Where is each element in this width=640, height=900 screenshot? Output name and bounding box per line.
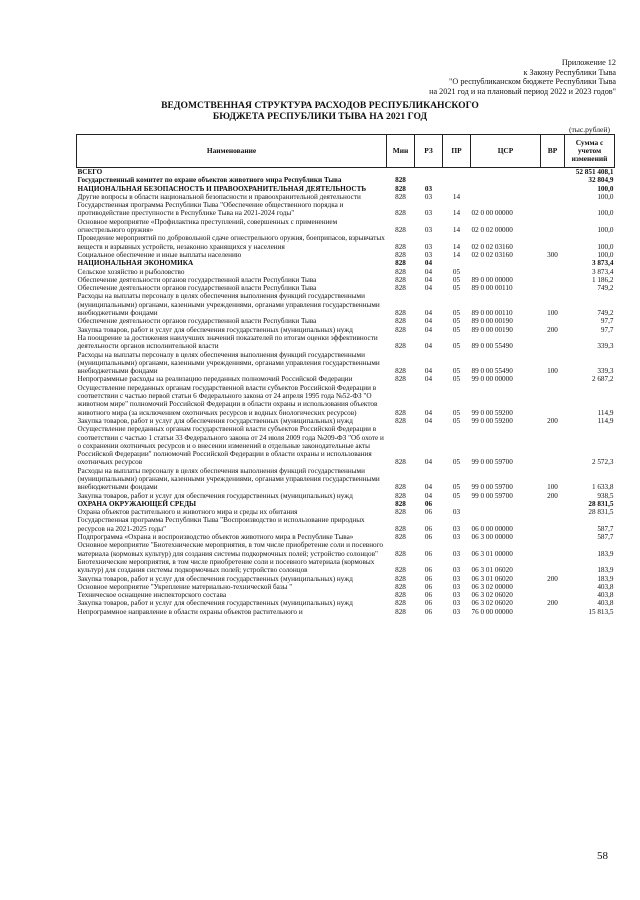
cell-rz: 06 [424,549,433,558]
cell-rz: 04 [424,284,433,293]
cell-csr [471,193,541,201]
cell-rz: 04 [424,267,433,276]
appendix-header [429,58,616,96]
cell-rz: 04 [424,408,433,417]
cell-pr: 03 [452,607,461,616]
cell-sum: 114,9 [597,408,614,417]
cell-rz: 04 [424,458,433,467]
cell-rz: 06 [424,591,433,600]
cell-name: Закупка товаров, работ и услуг для обеспечения государственных (муниципальных) нужд [77,491,353,500]
table-row [77,575,615,583]
cell-name: Сельское хозяйство и рыболовство [77,267,185,276]
col-header-min: Мин [387,135,415,168]
cell-name: ОХРАНА ОКРУЖАЮЩЕЙ СРЕДЫ [77,499,197,508]
cell-vr [541,259,565,267]
cell-sum: 100,0 [597,250,614,259]
cell-name: Социальное обеспечение и иные выплаты населению [77,250,242,259]
cell-rz: 04 [424,367,433,376]
cell-vr: 300 [547,250,558,259]
appendix-line-4: на 2021 год и на плановый период 2022 и 2023 годов" [429,86,616,96]
cell-vr [541,168,565,177]
cell-name: Осуществление переданных органам государственной власти субъектов Российской Федерации в соответствии с частью 1 статьи 33 Федерального закона от 24 июля 2009 года №209-ФЗ "Об охоте и о сохранении охотничьих ресурсов и о внесении изменений в отдельные законодательные акты Российской Федерации" полномочий Российской Федерации в области охраны и использования охотничьих ресурсов [77,425,384,467]
table-row [77,251,615,259]
table-row [77,467,615,492]
appendix-line-2: к Закону Республики Тыва [523,67,616,77]
cell-name: Расходы на выплаты персоналу в целях обеспечения выполнения функций государственными (муниципальными) органами, казенными учреждениями, органами управления государственными внебюджетными фондами [77,292,380,318]
cell-rz: 06 [424,599,433,608]
table-row [77,508,615,516]
cell-sum: 183,9 [597,549,614,558]
cell-pr [443,259,471,267]
cell-min: 828 [395,250,406,259]
cell-rz: 06 [424,574,433,583]
cell-pr [443,168,471,177]
cell-vr [541,218,565,235]
table-row [77,591,615,599]
cell-sum: 15 813,5 [588,607,614,616]
cell-csr [471,259,541,267]
cell-vr [541,284,565,292]
cell-sum: 2 572,3 [591,458,614,467]
cell-csr: 06 3 01 00000 [471,549,513,558]
cell-pr: 05 [452,483,461,492]
cell-pr: 03 [452,599,461,608]
cell-pr [443,500,471,508]
col-header-sum: Сумма с учетом изменений [565,135,615,168]
cell-min: 828 [395,491,406,500]
cell-rz: 03 [424,184,433,193]
cell-pr: 05 [452,375,461,384]
table-header-row [77,135,615,168]
cell-pr: 03 [452,566,461,575]
cell-min: 828 [395,176,406,185]
cell-pr: 14 [452,250,461,259]
title-line-1: ВЕДОМСТВЕННАЯ СТРУКТУРА РАСХОДОВ РЕСПУБЛИКАНСКОГО [161,100,479,111]
cell-pr: 05 [452,342,461,351]
title-line-2: БЮДЖЕТА РЕСПУБЛИКИ ТЫВА НА 2021 ГОД [212,111,428,122]
table-row [77,608,615,616]
cell-vr [541,276,565,284]
cell-rz: 04 [424,325,433,334]
cell-rz: 06 [424,607,433,616]
cell-min [387,168,415,177]
cell-min: 828 [395,582,406,591]
cell-min: 828 [395,483,406,492]
cell-sum: 749,2 [597,309,614,318]
cell-csr [471,185,541,193]
cell-csr: 02 0 02 03160 [471,242,513,251]
table-row [77,234,615,251]
cell-sum: 3 873,4 [591,259,614,268]
cell-name: Государственная программа Республики Тыва "Воспроизводство и использование природных ресурсов на 2021-2025 годы" [77,516,365,533]
cell-min: 828 [395,325,406,334]
cell-min: 828 [395,259,406,268]
cell-rz: 04 [424,416,433,425]
cell-vr [541,317,565,325]
cell-sum: 587,7 [597,524,614,533]
cell-pr: 03 [452,574,461,583]
col-header-pr: ПР [443,135,471,168]
cell-sum: 183,9 [597,574,614,583]
cell-min: 828 [395,367,406,376]
cell-csr: 76 0 00 00000 [471,607,513,616]
table-row [77,259,615,267]
cell-pr: 05 [452,458,461,467]
cell-pr [443,176,471,184]
cell-name: Государственная программа Республики Тыва "Обеспечение общественного порядка и противодействие преступности в Республике Тыва на 2021-2024 годы" [77,201,344,218]
table-row [77,185,615,193]
cell-pr: 05 [452,309,461,318]
cell-min: 828 [395,309,406,318]
cell-csr: 06 0 00 00000 [471,524,513,533]
cell-csr: 99 0 00 59200 [471,408,513,417]
table-row [77,317,615,325]
cell-min: 828 [395,533,406,542]
cell-name: Проведение мероприятий по добровольной сдаче огнестрельного оружия, боеприпасов, взрывчатых веществ и взрывных устройств, незаконно хранящихся у населения [77,234,385,251]
cell-sum: 28 831,5 [588,508,614,517]
cell-csr: 06 3 01 06020 [471,574,513,583]
cell-pr: 05 [452,325,461,334]
cell-min: 828 [395,499,406,508]
cell-pr: 03 [452,549,461,558]
appendix-line-1: Приложение 12 [561,58,616,67]
cell-vr [541,516,565,533]
cell-pr: 03 [452,591,461,600]
cell-vr: 200 [547,491,558,500]
cell-sum: 403,8 [597,599,614,608]
col-header-csr: ЦСР [471,135,541,168]
cell-name: Закупка товаров, работ и услуг для обеспечения государственных (муниципальных) нужд [77,325,353,334]
cell-min: 828 [395,574,406,583]
cell-name: Непрограммные расходы на реализацию переданных полномочий Российской Федерации [77,375,353,384]
expenditure-table [76,134,615,616]
cell-rz: 04 [424,375,433,384]
cell-name: Основное мероприятие "Биотехнические мероприятия, в том числе приобретение соли и посевного материала (кормовых культур) для создания системы подкормочных полей; устройство солонцов" [77,541,384,558]
cell-rz: 03 [424,226,433,235]
cell-name: Основное мероприятие "Укрепление материально-технической базы " [77,582,293,591]
cell-name: Расходы на выплаты персоналу в целях обеспечения выполнения функций государственными (муниципальными) органами, казенными учреждениями, органами управления государственными внебюджетными фондами [77,466,380,492]
cell-rz: 04 [424,259,433,268]
units-label: (тыс.рублей) [568,125,610,134]
table-row [77,284,615,292]
cell-csr: 89 0 00 00110 [471,284,513,293]
cell-min: 828 [395,508,406,517]
table-row [77,168,615,177]
cell-name: Другие вопросы в области национальной безопасности и правоохранительной деятельности [77,192,361,201]
cell-csr: 02 0 00 00000 [471,209,513,218]
cell-name: Основное мероприятие «Профилактика преступлений, совершенных с применением огнестрельного оружия» [77,217,338,235]
page-number: 58 [597,850,608,862]
cell-vr: 200 [547,599,558,608]
cell-pr: 14 [452,242,461,251]
table-row [77,375,615,383]
cell-pr [443,185,471,193]
cell-pr: 14 [452,192,461,201]
cell-pr: 03 [452,582,461,591]
table-row [77,384,615,417]
cell-vr [541,375,565,383]
table-row [77,533,615,541]
table-row [77,292,615,317]
table-row [77,201,615,218]
cell-rz: 03 [424,192,433,201]
cell-csr: 06 3 02 06020 [471,599,513,608]
table-row [77,558,615,575]
cell-name: Непрограммное направление в области охраны объектов растительного и [77,607,303,616]
cell-name: ВСЕГО [77,168,387,177]
cell-min: 828 [395,242,406,251]
cell-pr: 05 [452,367,461,376]
cell-sum: 97,7 [600,317,614,326]
document-title [0,100,640,122]
cell-csr: 89 0 00 00190 [471,317,513,326]
table-row [77,492,615,500]
cell-vr [541,583,565,591]
cell-rz: 03 [424,250,433,259]
cell-rz: 06 [424,508,433,517]
cell-vr: 100 [547,483,558,492]
cell-sum: 100,0 [597,192,614,201]
cell-name: Подпрограмма «Охрана и воспроизводство объектов животного мира в Республике Тыва» [77,533,354,542]
cell-csr: 06 3 02 00000 [471,582,513,591]
col-header-vr: ВР [541,135,565,168]
col-header-rz: РЗ [415,135,443,168]
cell-vr [541,268,565,276]
table-row [77,599,615,607]
cell-vr [541,193,565,201]
cell-csr: 89 0 00 55490 [471,367,513,376]
cell-sum: 339,3 [597,367,614,376]
table-row [77,417,615,425]
cell-csr: 02 0 02 03160 [471,250,513,259]
cell-rz: 04 [424,483,433,492]
cell-vr [541,384,565,417]
cell-pr: 05 [452,416,461,425]
cell-sum: 183,9 [597,566,614,575]
cell-pr: 05 [452,275,461,284]
cell-csr: 89 0 00 55490 [471,342,513,351]
cell-min: 828 [395,549,406,558]
cell-csr: 99 0 00 59700 [471,491,513,500]
cell-min: 828 [395,566,406,575]
table-row [77,583,615,591]
table-row [77,218,615,235]
cell-name: Закупка товаров, работ и услуг для обеспечения государственных (муниципальных) нужд [77,416,353,425]
cell-csr: 06 3 00 00000 [471,533,513,542]
cell-csr: 99 0 00 59700 [471,483,513,492]
cell-min: 828 [395,591,406,600]
cell-name: Биотехнические мероприятия, в том числе приобретение соли и посевного материала (кормовых культур) для создания системы подкормочных полей; устройство солонцов [77,557,375,575]
cell-min: 828 [395,599,406,608]
cell-vr [541,425,565,466]
cell-sum: 749,2 [597,284,614,293]
cell-csr: 99 0 00 00000 [471,375,513,384]
cell-sum: 32 804,9 [588,176,614,185]
cell-pr: 05 [452,267,461,276]
cell-min: 828 [395,192,406,201]
cell-name: Закупка товаров, работ и услуг для обеспечения государственных (муниципальных) нужд [77,574,353,583]
cell-sum: 938,5 [597,491,614,500]
cell-min: 828 [395,524,406,533]
cell-csr [471,176,541,184]
cell-pr: 14 [452,209,461,218]
cell-name: На поощрение за достижения наилучших значений показателей по итогам оценки эффективности деятельности органов исполнительной власти [77,333,378,351]
table-row [77,193,615,201]
cell-vr: 100 [547,367,558,376]
cell-sum: 1 633,8 [591,483,614,492]
cell-sum: 97,7 [600,325,614,334]
cell-vr: 200 [547,574,558,583]
cell-sum: 100,0 [597,209,614,218]
cell-pr: 05 [452,491,461,500]
cell-csr: 89 0 00 00190 [471,325,513,334]
cell-vr [541,508,565,516]
table-row [77,334,615,351]
cell-min: 828 [395,408,406,417]
cell-name: Обеспечение деятельности органов государственной власти Республики Тыва [77,275,317,284]
cell-pr: 05 [452,408,461,417]
cell-csr: 06 3 02 06020 [471,591,513,600]
cell-csr: 89 0 00 00110 [471,309,513,318]
cell-min: 828 [395,209,406,218]
cell-csr: 99 0 00 59200 [471,416,513,425]
cell-name: НАЦИОНАЛЬНАЯ БЕЗОПАСНОСТЬ И ПРАВООХРАНИТЕЛЬНАЯ ДЕЯТЕЛЬНОСТЬ [77,184,367,193]
cell-csr: 99 0 00 59700 [471,458,513,467]
table-row [77,176,615,184]
cell-vr [541,201,565,218]
cell-name: Охрана объектов растительного и животного мира и среды их обитания [77,508,298,517]
table-row [77,351,615,376]
cell-rz [415,176,443,184]
cell-pr: 03 [452,508,461,517]
table-row [77,326,615,334]
cell-vr [541,533,565,541]
cell-rz: 04 [424,317,433,326]
cell-rz: 04 [424,491,433,500]
cell-min: 828 [395,607,406,616]
cell-vr [541,500,565,508]
cell-sum: 403,8 [597,582,614,591]
cell-rz: 06 [424,582,433,591]
cell-pr: 03 [452,533,461,542]
cell-name: Обеспечение деятельности органов государственной власти Республики Тыва [77,284,317,293]
cell-rz: 03 [424,209,433,218]
cell-min: 828 [395,275,406,284]
cell-min: 828 [395,267,406,276]
cell-csr [471,508,541,516]
cell-name: Государственный комитет по охране объектов животного мира Республики Тыва [77,176,342,185]
cell-name: Закупка товаров, работ и услуг для обеспечения государственных (муниципальных) нужд [77,599,353,608]
cell-name: Расходы на выплаты персоналу в целях обеспечения выполнения функций государственными (муниципальными) органами, казенными учреждениями, органами управления государственными внебюджетными фондами [77,350,380,376]
cell-pr: 03 [452,524,461,533]
cell-vr [541,541,565,558]
table-row [77,541,615,558]
cell-vr [541,558,565,575]
cell-vr: 100 [547,309,558,318]
col-header-name: Наименование [77,135,387,168]
cell-sum: 52 851 408,1 [565,168,615,177]
cell-sum: 339,3 [597,342,614,351]
cell-vr [541,234,565,251]
cell-vr [541,176,565,184]
cell-min: 828 [395,342,406,351]
cell-vr [541,608,565,616]
cell-vr [541,185,565,193]
cell-min: 828 [395,458,406,467]
cell-csr: 89 0 00 00000 [471,275,513,284]
cell-sum: 3 873,4 [591,267,614,276]
cell-csr: 06 3 01 06020 [471,566,513,575]
cell-vr: 200 [547,416,558,425]
cell-vr [541,334,565,351]
cell-sum: 28 831,5 [588,499,614,508]
cell-name: НАЦИОНАЛЬНАЯ ЭКОНОМИКА [77,259,194,268]
cell-name: Техническое оснащение инспекторского состава [77,591,227,600]
cell-name: Обеспечение деятельности органов государственной власти Республики Тыва [77,317,317,326]
cell-min: 828 [395,226,406,235]
cell-sum: 2 687,2 [591,375,614,384]
cell-rz: 04 [424,309,433,318]
cell-sum: 114,9 [597,416,614,425]
cell-rz: 04 [424,342,433,351]
table-body [77,168,615,617]
table-row [77,268,615,276]
table-row [77,516,615,533]
cell-sum: 1 186,2 [591,275,614,284]
cell-min: 828 [395,184,406,193]
cell-min: 828 [395,416,406,425]
cell-csr [471,268,541,276]
cell-sum: 100,0 [597,226,614,235]
table-row [77,276,615,284]
cell-rz: 06 [424,524,433,533]
cell-pr: 14 [452,226,461,235]
cell-name: Осуществление переданных органам государственной власти субъектов Российской Федерации в соответствии с частью первой статьи 6 Федерального закона от 24 апреля 1995 года №52-ФЗ "О животном мире" полномочий Российской Федерации в области охраны и использования объектов животного мира (за исключением охотничьих ресурсов и водных биологических ресурсов) [77,383,378,417]
cell-rz: 06 [424,499,433,508]
table-row [77,425,615,466]
cell-rz: 04 [424,275,433,284]
cell-rz [415,168,443,177]
cell-min: 828 [395,317,406,326]
cell-min: 828 [395,284,406,293]
cell-sum: 587,7 [597,533,614,542]
cell-rz: 06 [424,566,433,575]
cell-sum: 100,0 [597,184,614,193]
cell-csr: 02 0 02 00000 [471,226,513,235]
cell-vr: 200 [547,325,558,334]
cell-rz: 03 [424,242,433,251]
appendix-line-3: "О республиканском бюджете Республики Тыва [449,77,616,87]
cell-pr: 05 [452,317,461,326]
cell-pr: 05 [452,284,461,293]
cell-csr [471,168,541,177]
cell-vr [541,591,565,599]
cell-rz: 06 [424,533,433,542]
cell-sum: 403,8 [597,591,614,600]
table-row [77,500,615,508]
cell-min: 828 [395,375,406,384]
cell-sum: 100,0 [597,242,614,251]
cell-csr [471,500,541,508]
